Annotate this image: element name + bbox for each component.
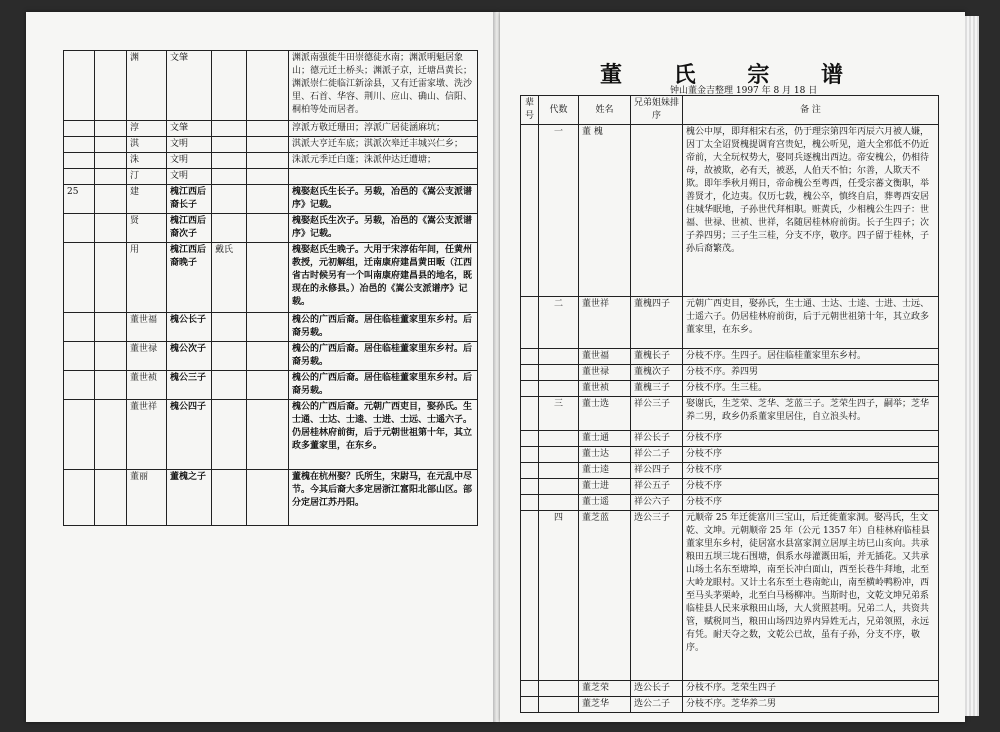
cell-seq <box>521 297 539 349</box>
table-row <box>521 431 939 447</box>
cell-name: 董士选 <box>579 397 631 431</box>
cell-gen <box>95 243 127 313</box>
table-row <box>521 681 939 697</box>
cell-gen: 四 <box>539 511 579 681</box>
cell-gen <box>539 365 579 381</box>
cell-note: 分枝不序 <box>683 495 939 511</box>
cell-spouse <box>212 342 247 371</box>
cell-spouse <box>212 470 247 526</box>
cell-note: 槐公中厚，即拜相宋右丞，仍于理宗第四年丙辰六月被人嫌，因丁太全诏贤槐提调育宫贵妃，槐公听见，道大全邪低不仍近帝前，大全玩权势大，娶同兵逐槐出西边。帝安槐公，仍相待母，故被欺，必有天，被恶，人伯天不怕；尔善，人欺天不欺。即年季秋月朔日，帝命槐公至粤西，任受宗蕃文衡职，举善贤才，化边夷。仅历七载，槐公卒，慎终自启，葬粤西安居住城华眠地，子孙世代拜相职。赃黄氏，少相槐公生四子：世福、世禄、世祯、世祥，名随居桂林府前街。长子生四子；次子养四男；三子生三桂，分支不序，敬序。四子留于桂林，子孙后裔繁茂。 <box>683 125 939 297</box>
cell-note: 槐娶赵氏生晚子。大用于宋淳佑年间，任黄州教授，元初解组，迁南康府建昌黄田畈（江西省古时候另有一个叫南康府建昌县的地名，既现在的永修县。）冶邑的《嵩公支派谱序》记载。 <box>289 243 478 313</box>
left-page-content <box>26 12 496 722</box>
cell-name: 董士逵 <box>579 463 631 479</box>
cell-parent: 选公长子 <box>631 681 683 697</box>
table-row <box>521 297 939 349</box>
table-row <box>64 470 478 526</box>
cell-parent: 文明 <box>167 169 212 185</box>
table-row <box>521 463 939 479</box>
cell-note: 淇派大亨迁车底；淇派次皋迁丰城兴仁乡； <box>289 137 478 153</box>
cell-note: 分枝不序。芝荣生四子 <box>683 681 939 697</box>
cell-parent: 董槐次子 <box>631 365 683 381</box>
cell-note <box>289 169 478 185</box>
cell-note: 元顺帝 25 年迁徙富川三宝山，后迁徙董家洞。娶冯氏，生文乾、文坤。元朝顺帝 25 年（公元 1357 年）自桂林府临桂县董家里东乡村，徒居富水县富家洞立居厚主坊巳山亥向。共承粮田五坝三垅石围塘，俱系水母灌溉田垢，并无插花。又共承山场土名东至塘埠，南至长冲白面山，西至长巷牛拜地，北至大岭龙眼村。又计土名东至土巷南蛇山，南至横岭鸭粉冲，西至马头茅栗岭，北至白马杨柳冲。当斯时也，文乾文坤兄弟系临桂县人民来承粮田山场，大人赏照甚明。兄弟二人，共资共管，赋税同当，粮田山场四边界内异姓无占，兄弟领照，永远有凭。耐天夺之数，文乾公已故，虽有子孙，分支不序，敬序。 <box>683 511 939 681</box>
cell-note: 分枝不序 <box>683 447 939 463</box>
cell-spouse <box>212 51 247 121</box>
cell-blank <box>247 185 289 214</box>
left-genealogy-table <box>63 50 478 526</box>
table-row <box>64 185 478 214</box>
cell-blank <box>247 214 289 243</box>
cell-seq <box>64 137 95 153</box>
cell-seq <box>64 51 95 121</box>
table-row <box>64 313 478 342</box>
table-row <box>64 342 478 371</box>
cell-gen <box>95 313 127 342</box>
cell-note: 槐公的广西后裔。居住临桂董家里东乡村。后裔另载。 <box>289 342 478 371</box>
cell-gen <box>95 137 127 153</box>
cell-parent <box>631 125 683 297</box>
table-row <box>64 371 478 400</box>
cell-gen <box>95 400 127 470</box>
cell-note: 洙派元季迁白蓬；洙派仲达迁遭塘； <box>289 153 478 169</box>
cell-gen <box>539 431 579 447</box>
table-row <box>64 214 478 243</box>
cell-gen: 二 <box>539 297 579 349</box>
cell-parent: 选公二子 <box>631 697 683 713</box>
page-subtitle: 钟山董金吉整理 1997 年 8 月 18 日 <box>670 86 818 96</box>
cell-note: 娶谢氏，生芝荣、芝华、芝蓝三子。芝荣生四子，嗣举；芝华养二男，政乡仍系董家里居住，自立浪头村。 <box>683 397 939 431</box>
cell-parent: 槐公长子 <box>167 313 212 342</box>
cell-gen <box>95 153 127 169</box>
table-row <box>64 51 478 121</box>
header-note: 备 注 <box>683 96 939 125</box>
cell-name: 贤 <box>127 214 167 243</box>
cell-blank <box>247 470 289 526</box>
cell-parent: 文肇 <box>167 51 212 121</box>
cell-seq <box>521 431 539 447</box>
cell-note: 分枝不序 <box>683 431 939 447</box>
cell-gen <box>95 470 127 526</box>
header-parent: 兄弟姐妹排 序 <box>631 96 683 125</box>
cell-parent: 文明 <box>167 137 212 153</box>
cell-name: 董世祯 <box>127 371 167 400</box>
right-genealogy-table <box>520 95 939 713</box>
cell-parent: 董槐之子 <box>167 470 212 526</box>
cell-parent: 文肇 <box>167 121 212 137</box>
cell-note: 分枝不序。生三桂。 <box>683 381 939 397</box>
cell-spouse <box>212 313 247 342</box>
header-seq: 辈号 <box>521 96 539 125</box>
table-row <box>521 381 939 397</box>
cell-parent: 槐公次子 <box>167 342 212 371</box>
cell-seq <box>521 495 539 511</box>
cell-spouse <box>212 169 247 185</box>
cell-name: 董世福 <box>579 349 631 365</box>
page-edges <box>965 16 979 716</box>
cell-name: 董士通 <box>579 431 631 447</box>
cell-name: 建 <box>127 185 167 214</box>
cell-blank <box>247 243 289 313</box>
cell-blank <box>247 313 289 342</box>
cell-spouse <box>212 371 247 400</box>
cell-parent: 董槐三子 <box>631 381 683 397</box>
cell-seq <box>521 697 539 713</box>
cell-name: 董 槐 <box>579 125 631 297</box>
cell-seq <box>64 470 95 526</box>
cell-blank <box>247 137 289 153</box>
table-row <box>521 697 939 713</box>
cell-name: 董士进 <box>579 479 631 495</box>
cell-name: 董世祥 <box>579 297 631 349</box>
cell-note: 分枝不序。芝华养二男 <box>683 697 939 713</box>
cell-note: 槐公的广西后裔。居住临桂董家里东乡村。后裔另载。 <box>289 371 478 400</box>
cell-gen <box>539 463 579 479</box>
cell-parent: 槐江西后裔长子 <box>167 185 212 214</box>
cell-spouse <box>212 214 247 243</box>
cell-seq <box>64 153 95 169</box>
cell-gen <box>95 342 127 371</box>
table-row <box>521 479 939 495</box>
cell-seq <box>64 313 95 342</box>
cell-gen <box>539 495 579 511</box>
cell-parent: 槐江西后裔次子 <box>167 214 212 243</box>
cell-parent: 祥公长子 <box>631 431 683 447</box>
cell-seq <box>64 400 95 470</box>
cell-name: 董世祯 <box>579 381 631 397</box>
cell-name: 董丽 <box>127 470 167 526</box>
cell-gen <box>95 169 127 185</box>
cell-note: 槐公的广西后裔。居住临桂董家里东乡村。后裔另载。 <box>289 313 478 342</box>
header-name: 姓名 <box>579 96 631 125</box>
cell-gen <box>539 349 579 365</box>
cell-parent: 槐公四子 <box>167 400 212 470</box>
cell-name: 董芝荣 <box>579 681 631 697</box>
cell-parent: 文明 <box>167 153 212 169</box>
cell-name: 董士达 <box>579 447 631 463</box>
cell-note: 分枝不序 <box>683 479 939 495</box>
cell-name: 董世福 <box>127 313 167 342</box>
cell-note: 淳派方敬迁珊田；淳派广居徒涵麻坑； <box>289 121 478 137</box>
cell-seq <box>521 479 539 495</box>
header-gen: 代数 <box>539 96 579 125</box>
cell-parent: 选公三子 <box>631 511 683 681</box>
cell-gen <box>95 121 127 137</box>
page-title: 董 氏 宗 谱 <box>600 62 865 88</box>
cell-gen <box>539 447 579 463</box>
cell-gen <box>95 185 127 214</box>
cell-spouse <box>212 400 247 470</box>
cell-blank <box>247 51 289 121</box>
cell-seq: 25 <box>64 185 95 214</box>
cell-parent: 祥公四子 <box>631 463 683 479</box>
cell-name: 董世禄 <box>127 342 167 371</box>
cell-parent: 祥公三子 <box>631 397 683 431</box>
cell-note: 分枝不序。生四子。居住临桂董家里东乡村。 <box>683 349 939 365</box>
cell-seq <box>64 121 95 137</box>
cell-seq <box>521 125 539 297</box>
cell-name: 洙 <box>127 153 167 169</box>
cell-parent: 槐江西后裔晚子 <box>167 243 212 313</box>
cell-gen <box>539 479 579 495</box>
cell-blank <box>247 153 289 169</box>
table-row <box>64 169 478 185</box>
cell-note: 槐公的广西后裔。元朝广西吏目，娶孙氏。生士通、士达、士逵、士进、士远、士遥六子。仍居桂林府前街，后于元朝世祖第十年，其立政多董家里，在东乡。 <box>289 400 478 470</box>
table-row <box>64 153 478 169</box>
cell-seq <box>521 463 539 479</box>
cell-seq <box>521 365 539 381</box>
cell-name: 淇 <box>127 137 167 153</box>
cell-note: 分枝不序。养四男 <box>683 365 939 381</box>
cell-note: 槐娶赵氏生长子。另载，冶邑的《嵩公支派谱序》记载。 <box>289 185 478 214</box>
cell-seq <box>64 169 95 185</box>
cell-spouse <box>212 185 247 214</box>
table-row <box>521 125 939 297</box>
cell-name: 董芝华 <box>579 697 631 713</box>
cell-blank <box>247 400 289 470</box>
cell-gen <box>95 214 127 243</box>
cell-name: 汀 <box>127 169 167 185</box>
cell-seq <box>64 342 95 371</box>
cell-name: 董世祥 <box>127 400 167 470</box>
cell-parent: 祥公六子 <box>631 495 683 511</box>
cell-gen <box>539 697 579 713</box>
table-header-row <box>521 96 939 125</box>
cell-seq <box>521 447 539 463</box>
cell-blank <box>247 342 289 371</box>
cell-note: 渊派南强徙牛田崇德徒水南；渊派明魁居象山；德元迁土桥头；渊派子京，迁塘昌黄长；渊派崇仁徙临江新涂县，又有迁雷家墩、洗沙里、石首、华容、荆川、应山、确山、信阳、桐柏等处而居者。 <box>289 51 478 121</box>
cell-note: 槐娶赵氏生次子。另载，冶邑的《嵩公支派谱序》记载。 <box>289 214 478 243</box>
cell-gen <box>95 371 127 400</box>
table-row <box>521 511 939 681</box>
cell-gen <box>539 381 579 397</box>
cell-seq <box>521 511 539 681</box>
table-row <box>64 137 478 153</box>
cell-name: 渊 <box>127 51 167 121</box>
cell-parent: 槐公三子 <box>167 371 212 400</box>
cell-gen <box>539 681 579 697</box>
cell-note: 董槐在杭州娶？氏所生，宋尉马，在元乱中尽节。今其后裔大多定居浙江富阳北部山区。部分定居江苏丹阳。 <box>289 470 478 526</box>
table-row <box>64 121 478 137</box>
table-row <box>521 397 939 431</box>
cell-seq <box>521 681 539 697</box>
cell-note: 元朝广西吏目，娶孙氏，生士通、士达、士逵、士进、士远、士遥六子。仍居桂林府前街，后于元朝世祖第十年，其立政多董家里，在东乡。 <box>683 297 939 349</box>
cell-name: 淳 <box>127 121 167 137</box>
cell-name: 董芝蓝 <box>579 511 631 681</box>
cell-gen <box>95 51 127 121</box>
cell-name: 董世禄 <box>579 365 631 381</box>
right-page-content <box>500 12 965 722</box>
cell-spouse <box>212 137 247 153</box>
cell-name: 用 <box>127 243 167 313</box>
cell-gen: 三 <box>539 397 579 431</box>
cell-parent: 祥公五子 <box>631 479 683 495</box>
cell-seq <box>521 397 539 431</box>
cell-parent: 祥公二子 <box>631 447 683 463</box>
cell-name: 董士遥 <box>579 495 631 511</box>
cell-parent: 董槐长子 <box>631 349 683 365</box>
cell-seq <box>521 349 539 365</box>
table-row <box>64 243 478 313</box>
cell-blank <box>247 371 289 400</box>
cell-gen: 一 <box>539 125 579 297</box>
cell-spouse: 戴氏 <box>212 243 247 313</box>
cell-note: 分枝不序 <box>683 463 939 479</box>
table-row <box>64 400 478 470</box>
cell-blank <box>247 121 289 137</box>
cell-spouse <box>212 153 247 169</box>
table-row <box>521 447 939 463</box>
cell-parent: 董槐四子 <box>631 297 683 349</box>
table-row <box>521 495 939 511</box>
cell-blank <box>247 169 289 185</box>
cell-seq <box>64 214 95 243</box>
table-row <box>521 365 939 381</box>
table-row <box>521 349 939 365</box>
cell-seq <box>64 243 95 313</box>
cell-spouse <box>212 121 247 137</box>
cell-seq <box>64 371 95 400</box>
cell-seq <box>521 381 539 397</box>
